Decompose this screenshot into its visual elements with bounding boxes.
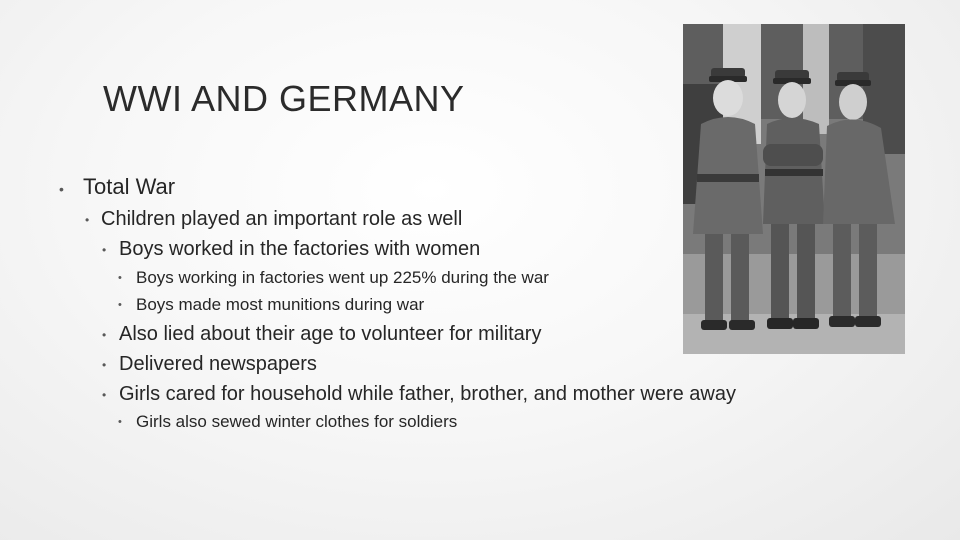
bullet-text: Boys working in factories went up 225% during the war — [136, 268, 549, 287]
bullet-marker: • — [118, 416, 122, 428]
bullet-marker: • — [102, 388, 107, 402]
bullet-marker: • — [85, 213, 90, 227]
bullet-lied-age — [102, 323, 542, 345]
bullet-text: Also lied about their age to volunteer for military — [119, 323, 542, 345]
bullet-boys-munitions — [118, 295, 425, 314]
bullet-boys-factories — [102, 238, 481, 260]
bullet-newspapers — [102, 353, 317, 375]
bullet-text: Children played an important role as well — [101, 208, 463, 230]
slide-title: WWI AND GERMANY — [103, 78, 465, 119]
bullet-text: Girls cared for household while father, brother, and mother were away — [119, 383, 736, 405]
bullet-children-role — [85, 208, 463, 230]
bullet-text: Girls also sewed winter clothes for soldiers — [136, 412, 458, 431]
bullet-total-war — [59, 174, 176, 199]
historical-photo — [683, 24, 905, 354]
bullet-marker: • — [102, 328, 107, 342]
bullet-marker: • — [102, 358, 107, 372]
bullet-girls-sewed — [118, 412, 458, 431]
bullet-boys-225 — [118, 268, 549, 287]
bullet-marker: • — [102, 243, 107, 257]
bullet-text: Boys worked in the factories with women — [119, 238, 481, 260]
bullet-girls-household — [102, 383, 736, 405]
photo-illustration — [683, 24, 905, 354]
bullet-text: Delivered newspapers — [119, 353, 317, 375]
bullet-text: Total War — [83, 174, 176, 199]
bullet-marker: • — [118, 299, 122, 311]
bullet-marker: • — [59, 181, 64, 197]
bullet-marker: • — [118, 272, 122, 284]
bullet-text: Boys made most munitions during war — [136, 295, 425, 314]
